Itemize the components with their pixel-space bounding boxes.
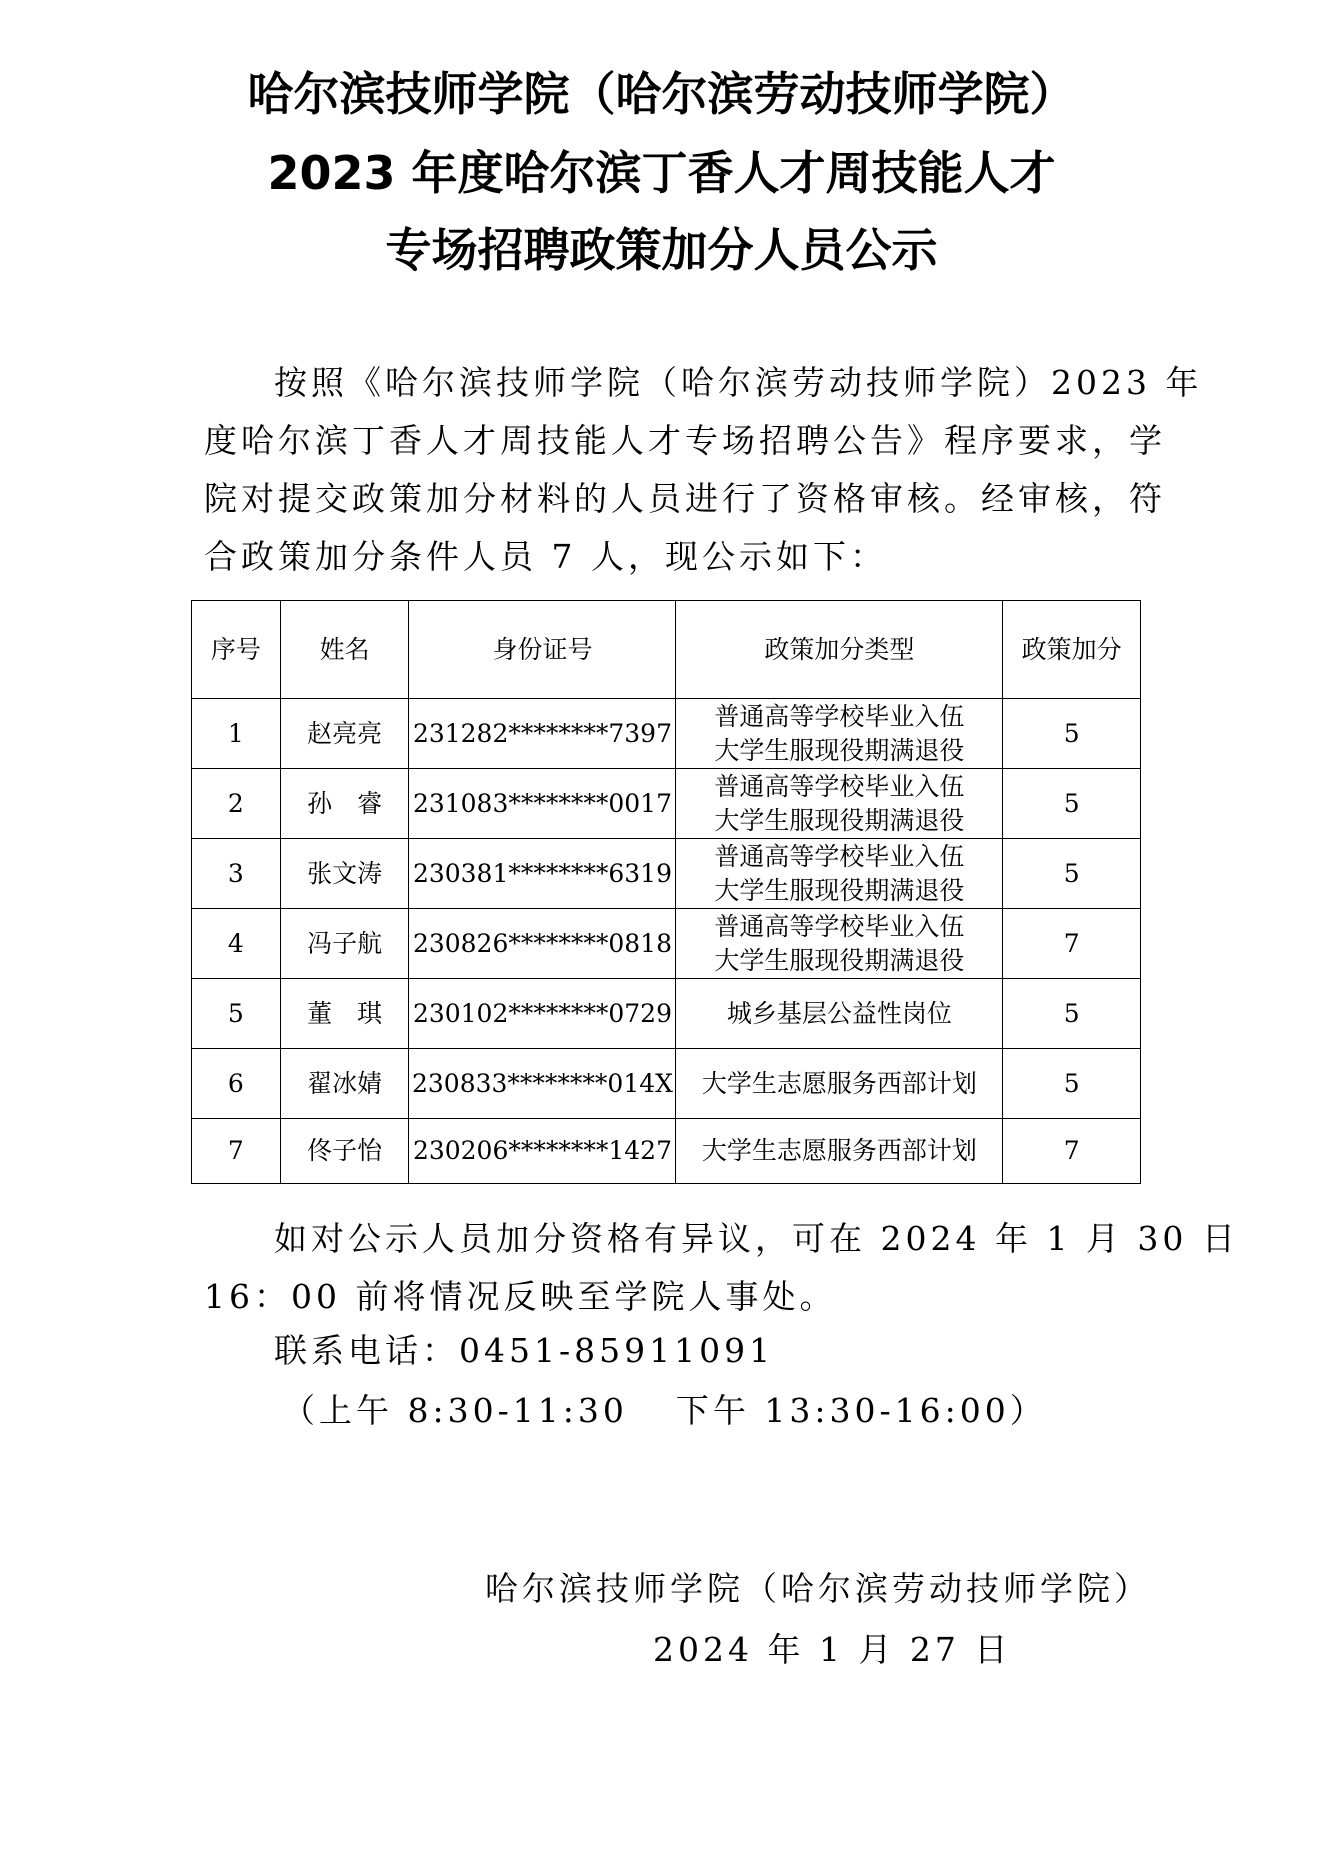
cell-bonus-score: 5 [1003,769,1141,839]
cell-bonus-type [676,839,1003,909]
header-bonus-score: 政策加分 [1003,601,1141,699]
signature-organization: 哈尔滨技师学院（哈尔滨劳动技师学院） [485,1569,1151,1608]
cell-bonus-type [676,769,1003,839]
intro-line-1: 按照《哈尔滨技师学院（哈尔滨劳动技师学院）2023 年 [274,363,1203,402]
cell-serial: 6 [192,1049,281,1119]
intro-paragraph [204,354,1203,586]
cell-id-number: 230826********0818 [409,909,676,979]
cell-serial: 5 [192,979,281,1049]
office-hours-afternoon: 下午 13:30-16:00） [675,1391,1047,1430]
cell-id-number: 230381********6319 [409,839,676,909]
document-title-line-3: 专场招聘政策加分人员公示 [385,223,938,277]
table-row [192,769,1141,839]
cell-serial: 1 [192,699,281,769]
cell-id-number: 230102********0729 [409,979,676,1049]
cell-name: 翟冰婧 [280,1049,409,1119]
bonus-type-line-1: 普通高等学校毕业入伍 [714,701,965,731]
header-id-number: 身份证号 [409,601,676,699]
cell-id-number: 230206********1427 [409,1119,676,1184]
cell-bonus-type [676,909,1003,979]
cell-bonus-score: 5 [1003,699,1141,769]
cell-name: 董 琪 [280,979,409,1049]
bonus-type-line-1: 普通高等学校毕业入伍 [714,841,965,871]
cell-id-number: 230833********014X [409,1049,676,1119]
bonus-points-table [191,600,1141,1184]
office-hours-morning: （上午 8:30-11:30 [282,1391,628,1430]
bonus-type-line-2: 大学生服现役期满退役 [714,735,965,765]
cell-serial: 4 [192,909,281,979]
objection-line-2: 16：00 前将情况反映至学院人事处。 [204,1277,837,1316]
table-header-row [192,601,1141,699]
cell-name: 张文涛 [280,839,409,909]
cell-id-number: 231083********0017 [409,769,676,839]
bonus-type-line-2: 大学生服现役期满退役 [714,875,965,905]
cell-name: 佟子怡 [280,1119,409,1184]
cell-name: 赵亮亮 [280,699,409,769]
cell-name: 孙 睿 [280,769,409,839]
table-row [192,699,1141,769]
bonus-type-line-2: 大学生服现役期满退役 [714,945,965,975]
bonus-type-line-1: 普通高等学校毕业入伍 [714,771,965,801]
cell-bonus-score: 7 [1003,909,1141,979]
cell-bonus-type: 城乡基层公益性岗位 [676,979,1003,1049]
cell-bonus-score: 7 [1003,1119,1141,1184]
cell-serial: 2 [192,769,281,839]
cell-id-number: 231282********7397 [409,699,676,769]
table-row [192,909,1141,979]
cell-serial: 7 [192,1119,281,1184]
intro-line-4: 合政策加分条件人员 7 人，现公示如下： [204,537,887,576]
bonus-type-line-2: 大学生服现役期满退役 [714,805,965,835]
header-serial: 序号 [192,601,281,699]
objection-line-1: 如对公示人员加分资格有异议，可在 2024 年 1 月 30 日 [274,1219,1239,1258]
intro-line-3: 院对提交政策加分材料的人员进行了资格审核。经审核，符 [204,479,1166,518]
cell-bonus-score: 5 [1003,1049,1141,1119]
table-row [192,979,1141,1049]
cell-bonus-type [676,699,1003,769]
document-title-line-2: 2023 年度哈尔滨丁香人才周技能人才 [267,146,1056,200]
table-row [192,1119,1141,1184]
signature-date: 2024 年 1 月 27 日 [653,1630,1012,1669]
header-name: 姓名 [280,601,409,699]
cell-bonus-type: 大学生志愿服务西部计划 [676,1049,1003,1119]
table-row [192,839,1141,909]
cell-bonus-type: 大学生志愿服务西部计划 [676,1119,1003,1184]
objection-paragraph [204,1210,1239,1326]
cell-bonus-score: 5 [1003,979,1141,1049]
cell-name: 冯子航 [280,909,409,979]
contact-phone: 联系电话：0451-85911091 [274,1331,775,1370]
table-row [192,1049,1141,1119]
bonus-type-line-1: 普通高等学校毕业入伍 [714,911,965,941]
cell-bonus-score: 5 [1003,839,1141,909]
intro-line-2: 度哈尔滨丁香人才周技能人才专场招聘公告》程序要求，学 [204,421,1166,460]
office-hours [282,1385,1047,1432]
document-title-line-1: 哈尔滨技师学院（哈尔滨劳动技师学院） [247,67,1076,121]
cell-serial: 3 [192,839,281,909]
header-bonus-type: 政策加分类型 [676,601,1003,699]
